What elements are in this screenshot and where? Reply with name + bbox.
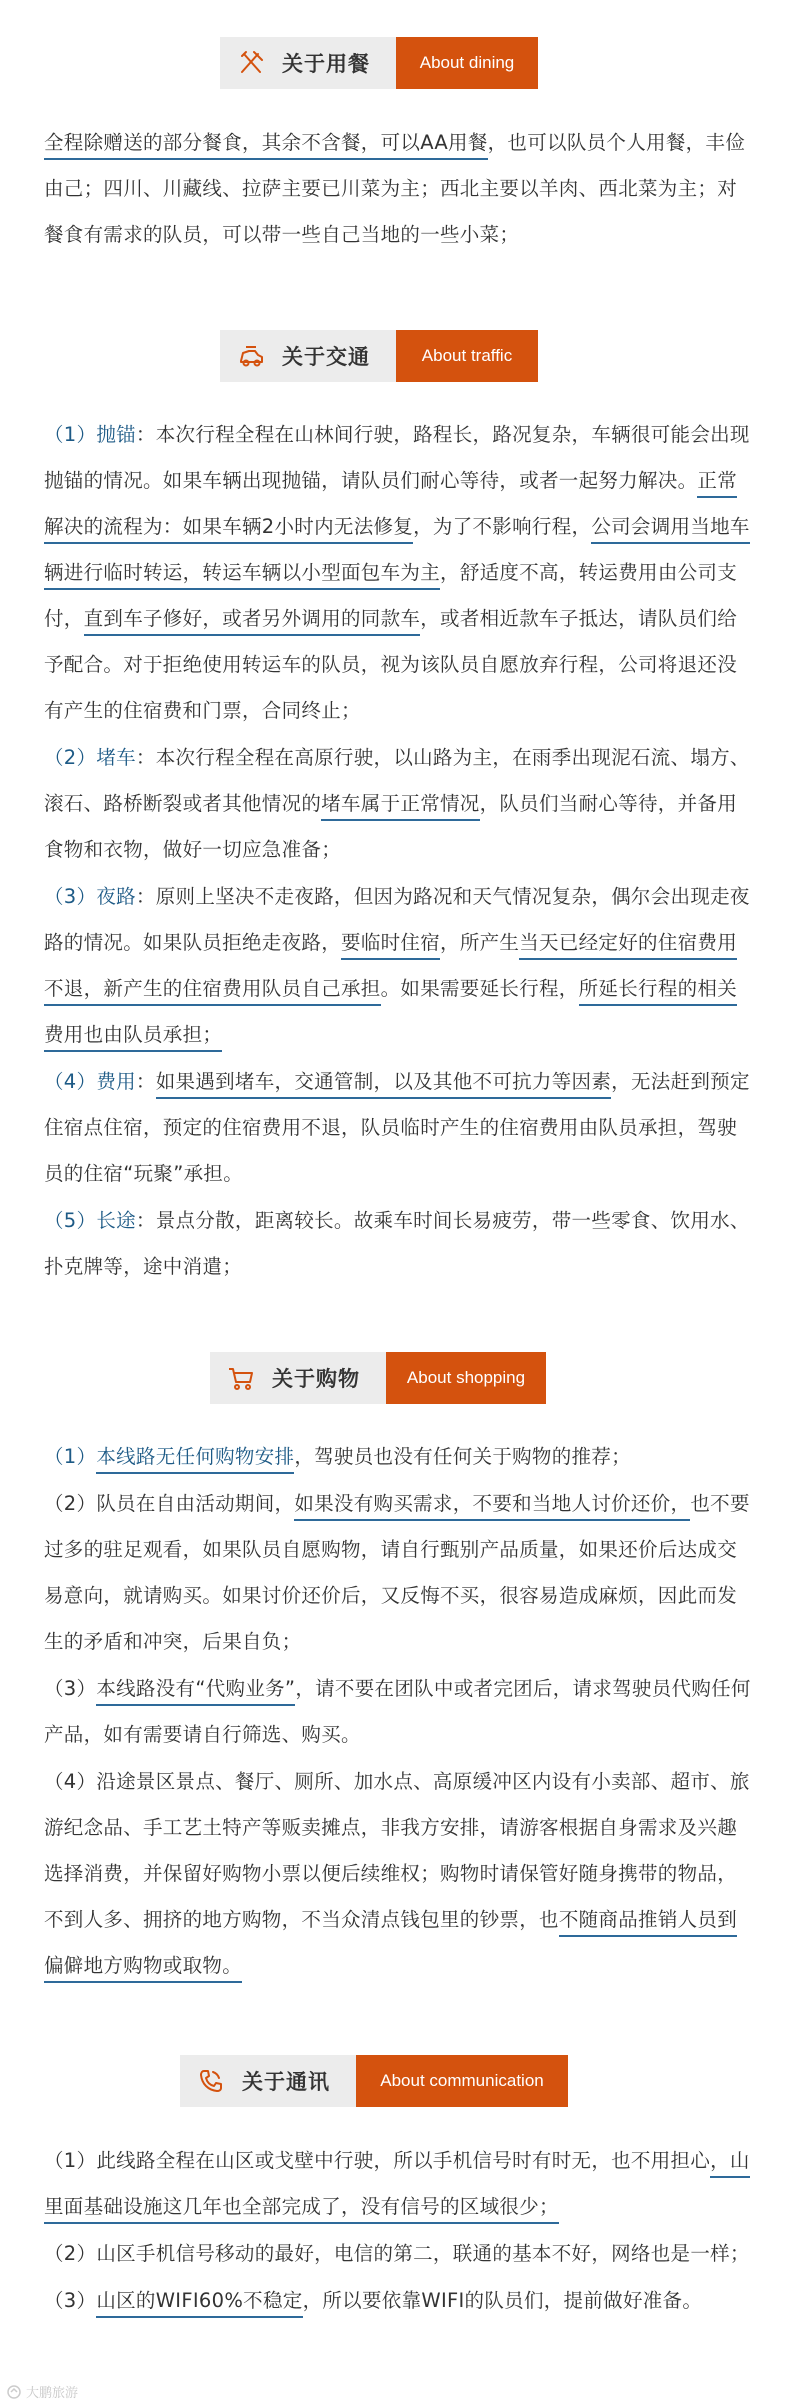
comm-title-en: [356, 2055, 568, 2107]
item-highlight: 本线路无任何购物安排: [96, 1445, 294, 1474]
dining-title: 关于用餐: [282, 52, 370, 76]
item-highlight: 公司会调用当地车辆进行临时转运，转运车辆以小型面包车为主: [44, 515, 750, 590]
dining-highlight: 全程除赠送的部分餐食，其余不含餐，可以AA用餐: [44, 131, 488, 160]
traffic-item-cost: [44, 1059, 756, 1197]
item-highlight: 如果遇到堵车，交通管制，以及其他不可抗力等因素: [156, 1070, 611, 1099]
dining-header-left: [220, 37, 396, 89]
item-text: ：本次行程全程在山林间行驶，路程长，路况复杂，车辆很可能会出现抛锚的情况。如果车辆出现抛锚，请队员们耐心等待，或者一起努力解决。: [44, 423, 750, 492]
item-text: 。如果需要延长行程，: [380, 977, 579, 1000]
shopping-item-2: [44, 1481, 756, 1665]
item-keyword: 堵车: [96, 746, 136, 769]
item-number: （1）: [44, 423, 97, 446]
item-text: ，为了不影响行程，: [413, 515, 592, 538]
item-highlight: 所延长行程的相关费用也由队员承担；: [44, 977, 737, 1052]
item-highlight: 如果没有购买需求，不要和当地人讨价还价，: [294, 1492, 690, 1521]
item-number: （2）: [44, 746, 97, 769]
comm-body: [44, 2138, 756, 2325]
item-highlight: 本线路没有“代购业务”: [96, 1677, 295, 1706]
traffic-item-jam: [44, 735, 756, 873]
item-text: ，无法赶到预定住宿点住宿，预定的住宿费用不退，队员临时产生的住宿费用由队员承担，驾驶员的住宿“玩聚”承担。: [44, 1070, 750, 1185]
item-number: （4）: [44, 1070, 97, 1093]
comm-header-left: [180, 2055, 356, 2107]
item-number: （1）: [44, 2149, 97, 2172]
item-keyword: 抛锚: [96, 423, 136, 446]
item-text: 也不要过多的驻足观看，如果队员自愿购物，请自行甄别产品质量，如果还价后达成交易意向，就请购买。如果讨价还价后，又反悔不买，很容易造成麻烦，因此而发生的矛盾和冲突，后果自负；: [44, 1492, 750, 1653]
item-keyword: 长途: [96, 1209, 136, 1232]
item-text: ：本次行程全程在高原行驶，以山路为主，在雨季出现泥石流、塌方、滚石、路桥断裂或者其他情况的: [44, 746, 750, 815]
item-number: （4）: [44, 1770, 97, 1793]
item-keyword: 费用: [96, 1070, 136, 1093]
item-number: （2）: [44, 1492, 97, 1515]
item-number: （3）: [44, 2289, 97, 2312]
item-highlight: 要临时住宿: [341, 931, 440, 960]
item-highlight: ，山里面基础设施这几年也全部完成了，没有信号的区域很少；: [44, 2149, 750, 2224]
watermark: [6, 2382, 78, 2401]
dining-text: ，也可以队员个人用餐，丰俭由己；四川、川藏线、拉萨主要已川菜为主；西北主要以羊肉、西北菜为主；对餐食有需求的队员，可以带一些自己当地的一些小菜；: [44, 131, 746, 246]
traffic-title: 关于交通: [282, 345, 370, 369]
item-highlight: 正常解决的流程为：如果车辆2小时内无法修复: [44, 469, 737, 544]
traffic-body: [44, 412, 756, 1291]
shopping-item-3: [44, 1666, 756, 1758]
traffic-header: [220, 330, 538, 382]
shopping-header: [210, 1352, 546, 1404]
item-number: （3）: [44, 1677, 97, 1700]
item-highlight: 不随商品推销人员到偏僻地方购物或取物。: [44, 1908, 737, 1983]
traffic-item-breakdown: [44, 412, 756, 734]
shopping-title-en-text: About shopping: [406, 1368, 526, 1387]
item-number: （5）: [44, 1209, 97, 1232]
item-text: ，所产生: [440, 931, 520, 954]
shopping-item-4: [44, 1759, 756, 1989]
item-text: ：原则上坚决不走夜路，但因为路况和天气情况复杂，偶尔会出现走夜路的情况。如果队员拒绝走夜路，: [44, 885, 750, 954]
item-text: 此线路全程在山区或戈壁中行驶，所以手机信号时有时无，也不用担心: [96, 2149, 711, 2172]
traffic-item-night: [44, 874, 756, 1058]
comm-title: 关于通讯: [242, 2070, 330, 2094]
item-text: ：景点分散，距离较长。故乘车时间长易疲劳，带一些零食、饮用水、扑克牌等，途中消遣；: [44, 1209, 750, 1278]
comm-title-en-text: About communication: [380, 2071, 544, 2090]
item-text: ，请不要在团队中或者完团后，请求驾驶员代购任何产品，如有需要请自行筛选、购买。: [44, 1677, 751, 1746]
cart-icon: [210, 1352, 272, 1404]
comm-item-2: [44, 2231, 756, 2277]
item-text: ，舒适度不高，转运费用由公司支付，: [44, 561, 738, 630]
item-text: 山区手机信号移动的最好，电信的第二，联通的基本不好，网络也是一样；: [96, 2242, 750, 2265]
item-number: （1）: [44, 1445, 97, 1468]
dining-paragraph: [44, 120, 756, 258]
comm-item-3: [44, 2278, 756, 2324]
shopping-header-left: [210, 1352, 386, 1404]
shopping-body: [44, 1434, 756, 1990]
item-text: ：: [135, 1070, 156, 1093]
item-text: 队员在自由活动期间，: [96, 1492, 295, 1515]
car-icon: [220, 330, 282, 382]
dining-title-en: [396, 37, 538, 89]
item-number: （2）: [44, 2242, 97, 2265]
watermark-logo-icon: [6, 2384, 22, 2400]
item-number: （3）: [44, 885, 97, 908]
dining-title-en-text: About dining: [419, 53, 515, 72]
item-highlight: 堵车属于正常情况: [321, 792, 479, 821]
traffic-title-en: [396, 330, 538, 382]
item-text: 沿途景区景点、餐厅、厕所、加水点、高原缓冲区内设有小卖部、超市、旅游纪念品、手工艺土特产等贩卖摊点，非我方安排，请游客根据自身需求及兴趣选择消费，并保留好购物小票以便后续维权；购物时请保管好随身携带的物品，不到人多、拥挤的地方购物，不当众清点钱包里的钞票，也: [44, 1770, 750, 1931]
item-keyword: 夜路: [96, 885, 136, 908]
traffic-header-left: [220, 330, 396, 382]
utensils-icon: [220, 37, 282, 89]
item-text: ，队员们当耐心等待，并备用食物和衣物，做好一切应急准备；: [44, 792, 738, 861]
phone-icon: [180, 2055, 242, 2107]
item-highlight: 当天已经定好的住宿费用不退，新产生的住宿费用队员自己承担: [44, 931, 737, 1006]
traffic-title-en-text: About traffic: [421, 346, 513, 365]
watermark-text: 大鹏旅游: [26, 2386, 79, 2401]
comm-header: [180, 2055, 568, 2107]
item-highlight: 直到车子修好，或者另外调用的同款车: [84, 607, 421, 636]
traffic-item-long: [44, 1198, 756, 1290]
shopping-title: 关于购物: [272, 1367, 360, 1391]
dining-body: [44, 120, 756, 259]
comm-item-1: [44, 2138, 756, 2230]
dining-header: [220, 37, 538, 89]
shopping-title-en: [386, 1352, 546, 1404]
item-text: ，驾驶员也没有任何关于购物的推荐；: [294, 1445, 631, 1468]
shopping-item-1: [44, 1434, 756, 1480]
item-highlight: 山区的WIFI60%不稳定: [96, 2289, 302, 2318]
item-text: ，所以要依靠WIFI的队员们，提前做好准备。: [302, 2289, 703, 2312]
item-text: ，或者相近款车子抵达，请队员们给予配合。对于拒绝使用转运车的队员，视为该队员自愿放弃行程，公司将退还没有产生的住宿费和门票，合同终止；: [44, 607, 738, 722]
